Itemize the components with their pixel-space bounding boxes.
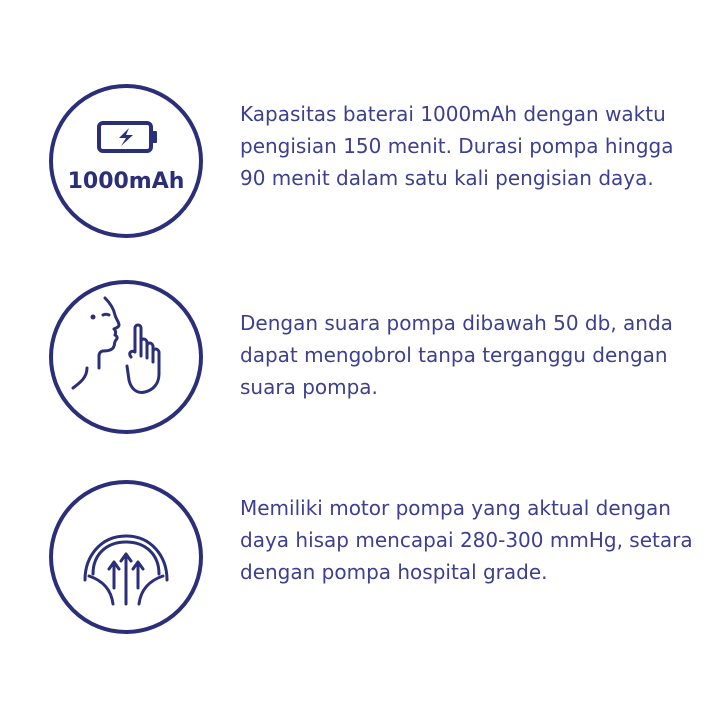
silent-face-icon [53,284,199,430]
feature-battery-text: Kapasitas baterai 1000mAh dengan waktu pengisian 150 menit. Durasi pompa hingga 90 menit dalam satu kali pengisian daya. [240,102,674,190]
silent-badge-circle [49,280,203,434]
feature-silent-text: Dengan suara pompa dibawah 50 db, anda dapat mengobrol tanpa terganggu dengan suara pompa. [240,311,673,399]
battery-capacity-label: 1000mAh [67,169,185,194]
battery-icon [53,88,199,234]
suction-icon [53,484,199,630]
suction-badge-circle [49,480,203,634]
battery-badge-circle [49,84,203,238]
feature-suction-text: Memiliki motor pompa yang aktual dengan daya hisap mencapai 280-300 mmHg, setara dengan pompa hospital grade. [240,496,693,584]
